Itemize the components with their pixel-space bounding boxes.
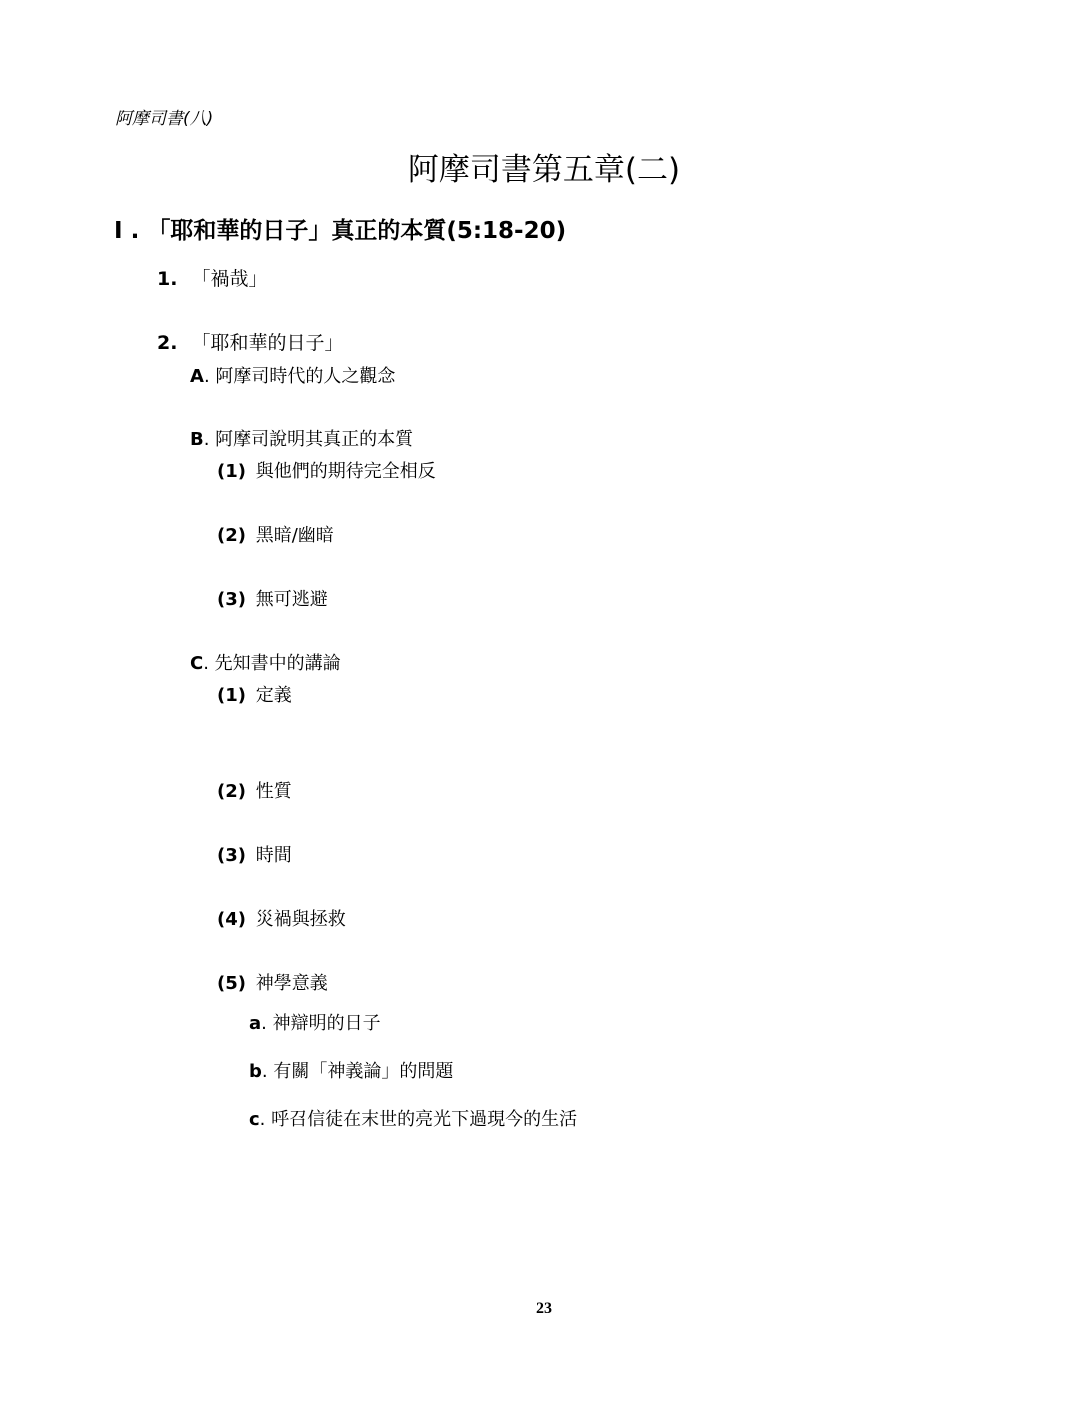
subitem-c5a bbox=[249, 1009, 381, 1035]
subitem-a bbox=[190, 362, 395, 388]
list-item-2 bbox=[157, 328, 344, 355]
subitem-b2 bbox=[217, 521, 334, 547]
subitem-c1 bbox=[217, 681, 292, 707]
item-number: 1. bbox=[157, 268, 178, 290]
section-text: 「耶和華的日子」真正的本質(5:18-20) bbox=[147, 218, 567, 244]
subitem-number: (3) bbox=[217, 845, 246, 866]
running-header: 阿摩司書(八) bbox=[115, 109, 214, 129]
subitem-number: (1) bbox=[217, 685, 246, 706]
item-number: 2. bbox=[157, 332, 178, 354]
item-text: 「禍哉」 bbox=[191, 268, 268, 290]
subitem-text: . 阿摩司時代的人之觀念 bbox=[203, 366, 396, 387]
subitem-text: 神學意義 bbox=[255, 973, 328, 994]
subitem-c5c bbox=[249, 1105, 577, 1131]
subitem-letter: B bbox=[190, 429, 204, 450]
item-text: 「耶和華的日子」 bbox=[191, 332, 344, 354]
subitem-number: (2) bbox=[217, 525, 246, 546]
subitem-text: 災禍與拯救 bbox=[255, 909, 346, 930]
subitem-text: 性質 bbox=[255, 781, 292, 802]
subitem-c5b bbox=[249, 1057, 453, 1083]
subitem-text: . 呼召信徒在末世的亮光下過現今的生活 bbox=[259, 1109, 578, 1130]
section-heading bbox=[114, 212, 566, 245]
subitem-b bbox=[190, 425, 413, 451]
section-number: I . bbox=[114, 218, 140, 244]
subitem-letter: C bbox=[190, 653, 204, 674]
subitem-c5 bbox=[217, 969, 328, 995]
subitem-text: . 阿摩司說明其真正的本質 bbox=[203, 429, 414, 450]
subitem-b1 bbox=[217, 457, 436, 483]
subitem-text: 黑暗/幽暗 bbox=[255, 525, 334, 546]
subitem-text: 與他們的期待完全相反 bbox=[255, 461, 436, 482]
subitem-b3 bbox=[217, 585, 328, 611]
subitem-letter: b bbox=[249, 1061, 262, 1082]
subitem-c3 bbox=[217, 841, 292, 867]
subitem-text: . 有關「神義論」的問題 bbox=[261, 1061, 454, 1082]
subitem-letter: A bbox=[190, 366, 204, 387]
list-item-1 bbox=[157, 264, 268, 291]
subitem-text: 定義 bbox=[255, 685, 292, 706]
subitem-c4 bbox=[217, 905, 346, 931]
subitem-number: (5) bbox=[217, 973, 246, 994]
chapter-title: 阿摩司書第五章(二) bbox=[407, 152, 681, 188]
subitem-letter: a bbox=[249, 1013, 262, 1034]
subitem-text: 時間 bbox=[255, 845, 292, 866]
page-number: 23 bbox=[536, 1300, 552, 1317]
subitem-text: . 先知書中的講論 bbox=[203, 653, 341, 674]
subitem-number: (1) bbox=[217, 461, 246, 482]
subitem-number: (2) bbox=[217, 781, 246, 802]
subitem-c bbox=[190, 649, 341, 675]
subitem-text: . 神辯明的日子 bbox=[261, 1013, 381, 1034]
subitem-c2 bbox=[217, 777, 292, 803]
subitem-letter: c bbox=[249, 1109, 260, 1130]
subitem-number: (3) bbox=[217, 589, 246, 610]
subitem-text: 無可逃避 bbox=[255, 589, 328, 610]
subitem-number: (4) bbox=[217, 909, 246, 930]
